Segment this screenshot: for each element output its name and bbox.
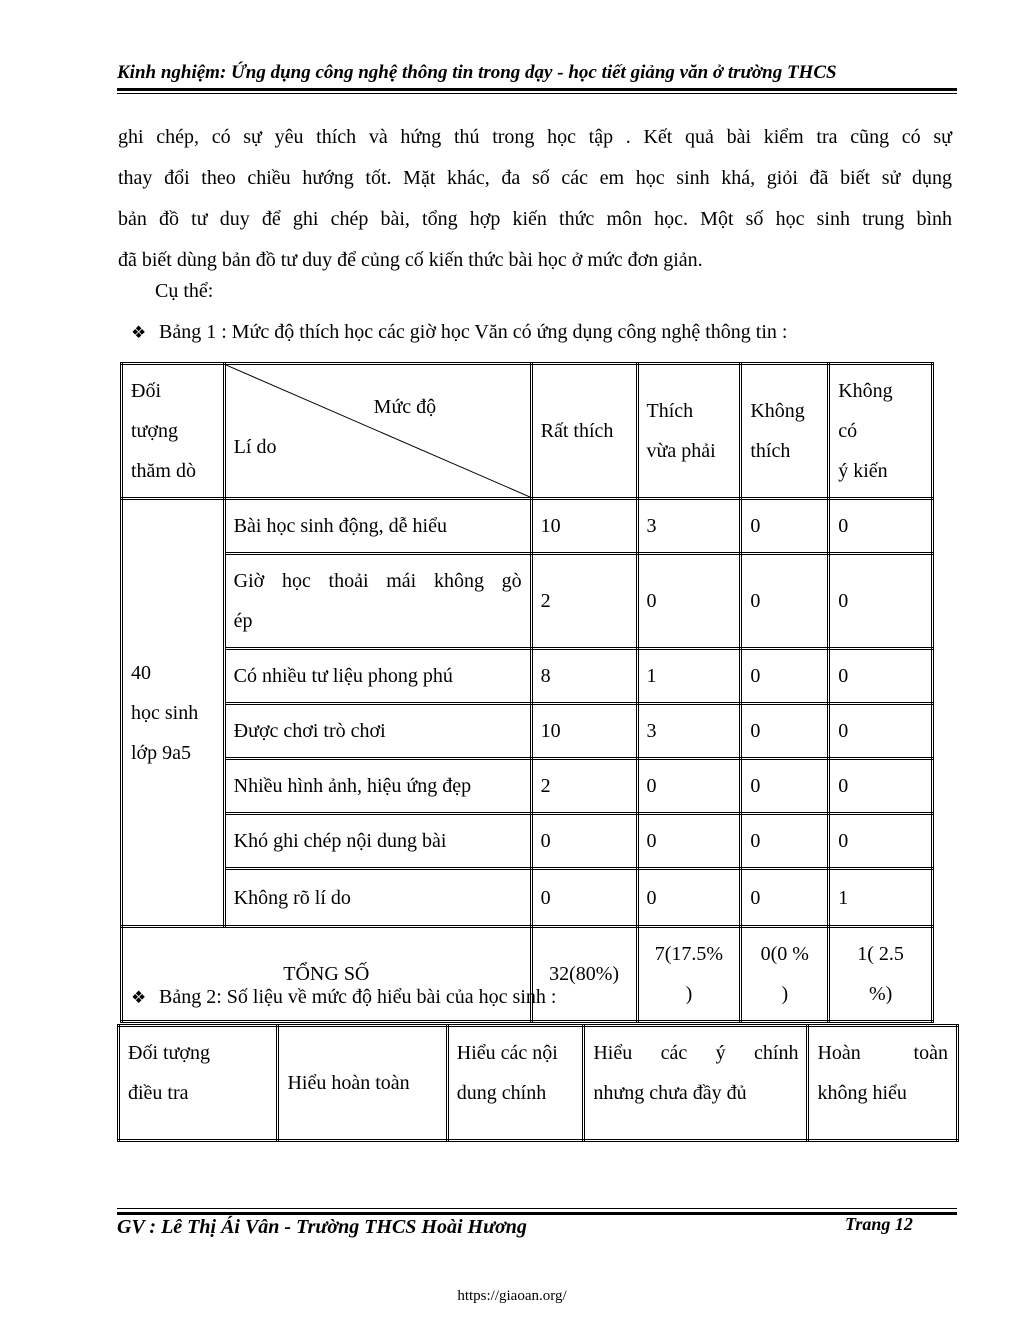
value-cell: 0 bbox=[741, 499, 829, 554]
table-row bbox=[122, 759, 933, 814]
body-paragraph bbox=[118, 117, 952, 281]
value-cell: 0 bbox=[829, 704, 933, 759]
value-cell: 2 bbox=[531, 554, 637, 649]
header-doi-tuong-dieu-tra bbox=[119, 1026, 278, 1141]
header-rule-thin bbox=[117, 93, 957, 94]
reason-text: ép bbox=[233, 610, 253, 632]
total-text: %) bbox=[868, 983, 893, 1005]
table-row bbox=[122, 649, 933, 704]
group-text: 40 bbox=[131, 661, 151, 684]
reason-text: Giờ học thoải mái không gò bbox=[233, 570, 522, 592]
header-khong-thich bbox=[741, 364, 829, 499]
total-text: 1( 2.5 bbox=[857, 943, 904, 965]
total-thich-vua-phai bbox=[637, 927, 741, 1022]
footer-rule-thick bbox=[117, 1212, 957, 1215]
header-rule bbox=[117, 88, 957, 91]
total-text: 7(17.5% bbox=[654, 943, 724, 965]
header-hieu-noi-dung bbox=[447, 1026, 584, 1141]
header-text: Thích bbox=[646, 400, 694, 422]
value-cell: 0 bbox=[741, 649, 829, 704]
reason-cell: Được chơi trò chơi bbox=[224, 704, 531, 759]
header-hieu-hoan-toan: Hiểu hoàn toàn bbox=[278, 1026, 447, 1141]
value-cell: 1 bbox=[829, 869, 933, 927]
value-cell: 0 bbox=[829, 814, 933, 869]
value-cell: 0 bbox=[829, 759, 933, 814]
source-url[interactable]: https://giaoan.org/ bbox=[457, 1288, 567, 1304]
header-text: thăm dò bbox=[131, 460, 196, 482]
total-label: TỔNG SỐ bbox=[122, 927, 532, 1022]
value-cell: 0 bbox=[531, 869, 637, 927]
header-diagonal-cell bbox=[224, 364, 531, 499]
value-cell: 1 bbox=[637, 649, 741, 704]
table1-header-row bbox=[122, 364, 933, 499]
total-rat-thich: 32(80%) bbox=[531, 927, 637, 1022]
header-thich-vua-phai bbox=[637, 364, 741, 499]
header-text: Hoàn toàn bbox=[817, 1042, 948, 1064]
header-khong-hieu bbox=[808, 1026, 958, 1141]
header-text: dung chính bbox=[456, 1082, 547, 1104]
header-text: Hiểu các ý chính bbox=[593, 1042, 799, 1064]
value-cell: 0 bbox=[741, 759, 829, 814]
body-line: bản đồ tư duy để ghi chép bài, tổng hợp kiến thức môn học. Một số học sinh trung bình bbox=[118, 208, 952, 230]
header-text: Đối bbox=[131, 380, 161, 402]
total-text: ) bbox=[781, 983, 789, 1005]
header-muc-do: Mức độ bbox=[373, 396, 437, 418]
table2-caption bbox=[131, 986, 556, 1009]
reason-cell: Có nhiều tư liệu phong phú bbox=[224, 649, 531, 704]
header-text: Hiểu các nội bbox=[456, 1042, 558, 1064]
table-row bbox=[122, 814, 933, 869]
total-text: 0(0 % bbox=[760, 943, 809, 965]
body-line: thay đổi theo chiều hướng tốt. Mặt khác, đa số các em học sinh khá, giỏi đã biết sử dụng bbox=[118, 167, 952, 189]
value-cell: 3 bbox=[637, 499, 741, 554]
total-text: ) bbox=[685, 983, 693, 1005]
header-hieu-y-chinh bbox=[584, 1026, 808, 1141]
value-cell: 0 bbox=[637, 814, 741, 869]
table-row bbox=[122, 499, 933, 554]
header-text: không hiểu bbox=[817, 1082, 907, 1104]
header-rat-thich: Rất thích bbox=[531, 364, 637, 499]
header-text: Đối tượng bbox=[128, 1042, 210, 1064]
page-number: Trang 12 bbox=[845, 1214, 913, 1234]
value-cell: 0 bbox=[531, 814, 637, 869]
header-text: nhưng chưa đầy đủ bbox=[593, 1082, 747, 1104]
value-cell: 10 bbox=[531, 704, 637, 759]
diamond-bullet-icon: ❖ bbox=[131, 988, 147, 1007]
reason-cell: Bài học sinh động, dễ hiểu bbox=[224, 499, 531, 554]
header-text: có bbox=[838, 420, 858, 442]
table1 bbox=[120, 362, 934, 1023]
header-li-do: Lí do bbox=[233, 436, 277, 458]
table2-caption-text: Bảng 2: Số liệu về mức độ hiểu bài của học sinh : bbox=[159, 986, 557, 1008]
value-cell: 0 bbox=[741, 704, 829, 759]
table1-caption-text: Bảng 1 : Mức độ thích học các giờ học Văn có ứng dụng công nghệ thông tin : bbox=[159, 321, 788, 343]
group-text: lớp 9a5 bbox=[131, 741, 192, 764]
table1-caption bbox=[131, 321, 787, 344]
value-cell: 0 bbox=[741, 554, 829, 649]
body-line: đã biết dùng bản đồ tư duy để củng cố kiến thức bài học ở mức đơn giản. bbox=[118, 249, 703, 271]
value-cell: 0 bbox=[829, 499, 933, 554]
header-khong-co-y-kien bbox=[829, 364, 933, 499]
table-row bbox=[122, 704, 933, 759]
value-cell: 0 bbox=[741, 869, 829, 927]
header-doi-tuong bbox=[122, 364, 225, 499]
value-cell: 2 bbox=[531, 759, 637, 814]
reason-cell bbox=[224, 554, 531, 649]
reason-cell: Khó ghi chép nội dung bài bbox=[224, 814, 531, 869]
group-cell bbox=[122, 499, 225, 927]
value-cell: 0 bbox=[637, 554, 741, 649]
table-row bbox=[122, 869, 933, 927]
header-text: Không bbox=[838, 380, 893, 402]
table2-header-row bbox=[119, 1026, 958, 1141]
header-text: điều tra bbox=[128, 1082, 189, 1104]
footer-rule bbox=[117, 1208, 957, 1209]
diamond-bullet-icon: ❖ bbox=[131, 323, 147, 342]
value-cell: 0 bbox=[829, 554, 933, 649]
cu-the-label: Cụ thể: bbox=[155, 280, 214, 302]
total-khong-thich bbox=[741, 927, 829, 1022]
reason-cell: Nhiều hình ảnh, hiệu ứng đẹp bbox=[224, 759, 531, 814]
value-cell: 8 bbox=[531, 649, 637, 704]
body-line: ghi chép, có sự yêu thích và hứng thú trong học tập . Kết quả bài kiểm tra cũng có sự bbox=[118, 126, 952, 148]
group-text: học sinh bbox=[131, 701, 199, 724]
value-cell: 0 bbox=[829, 649, 933, 704]
value-cell: 3 bbox=[637, 704, 741, 759]
value-cell: 0 bbox=[637, 869, 741, 927]
page-header: Kinh nghiệm: Ứng dụng công nghệ thông tin trong dạy - học tiết giảng văn ở trường THCS bbox=[117, 62, 837, 83]
value-cell: 0 bbox=[637, 759, 741, 814]
value-cell: 10 bbox=[531, 499, 637, 554]
header-text: thích bbox=[750, 440, 791, 462]
reason-cell: Không rõ lí do bbox=[224, 869, 531, 927]
header-text: ý kiến bbox=[838, 460, 888, 482]
header-text: vừa phải bbox=[646, 440, 716, 462]
value-cell: 0 bbox=[741, 814, 829, 869]
footer-author: GV : Lê Thị Ái Vân - Trường THCS Hoài Hương bbox=[117, 1216, 527, 1238]
header-text: Không bbox=[750, 400, 805, 422]
table2 bbox=[117, 1024, 959, 1142]
header-text: tượng bbox=[131, 420, 178, 442]
total-khong-co-y-kien bbox=[829, 927, 933, 1022]
table-row bbox=[122, 554, 933, 649]
